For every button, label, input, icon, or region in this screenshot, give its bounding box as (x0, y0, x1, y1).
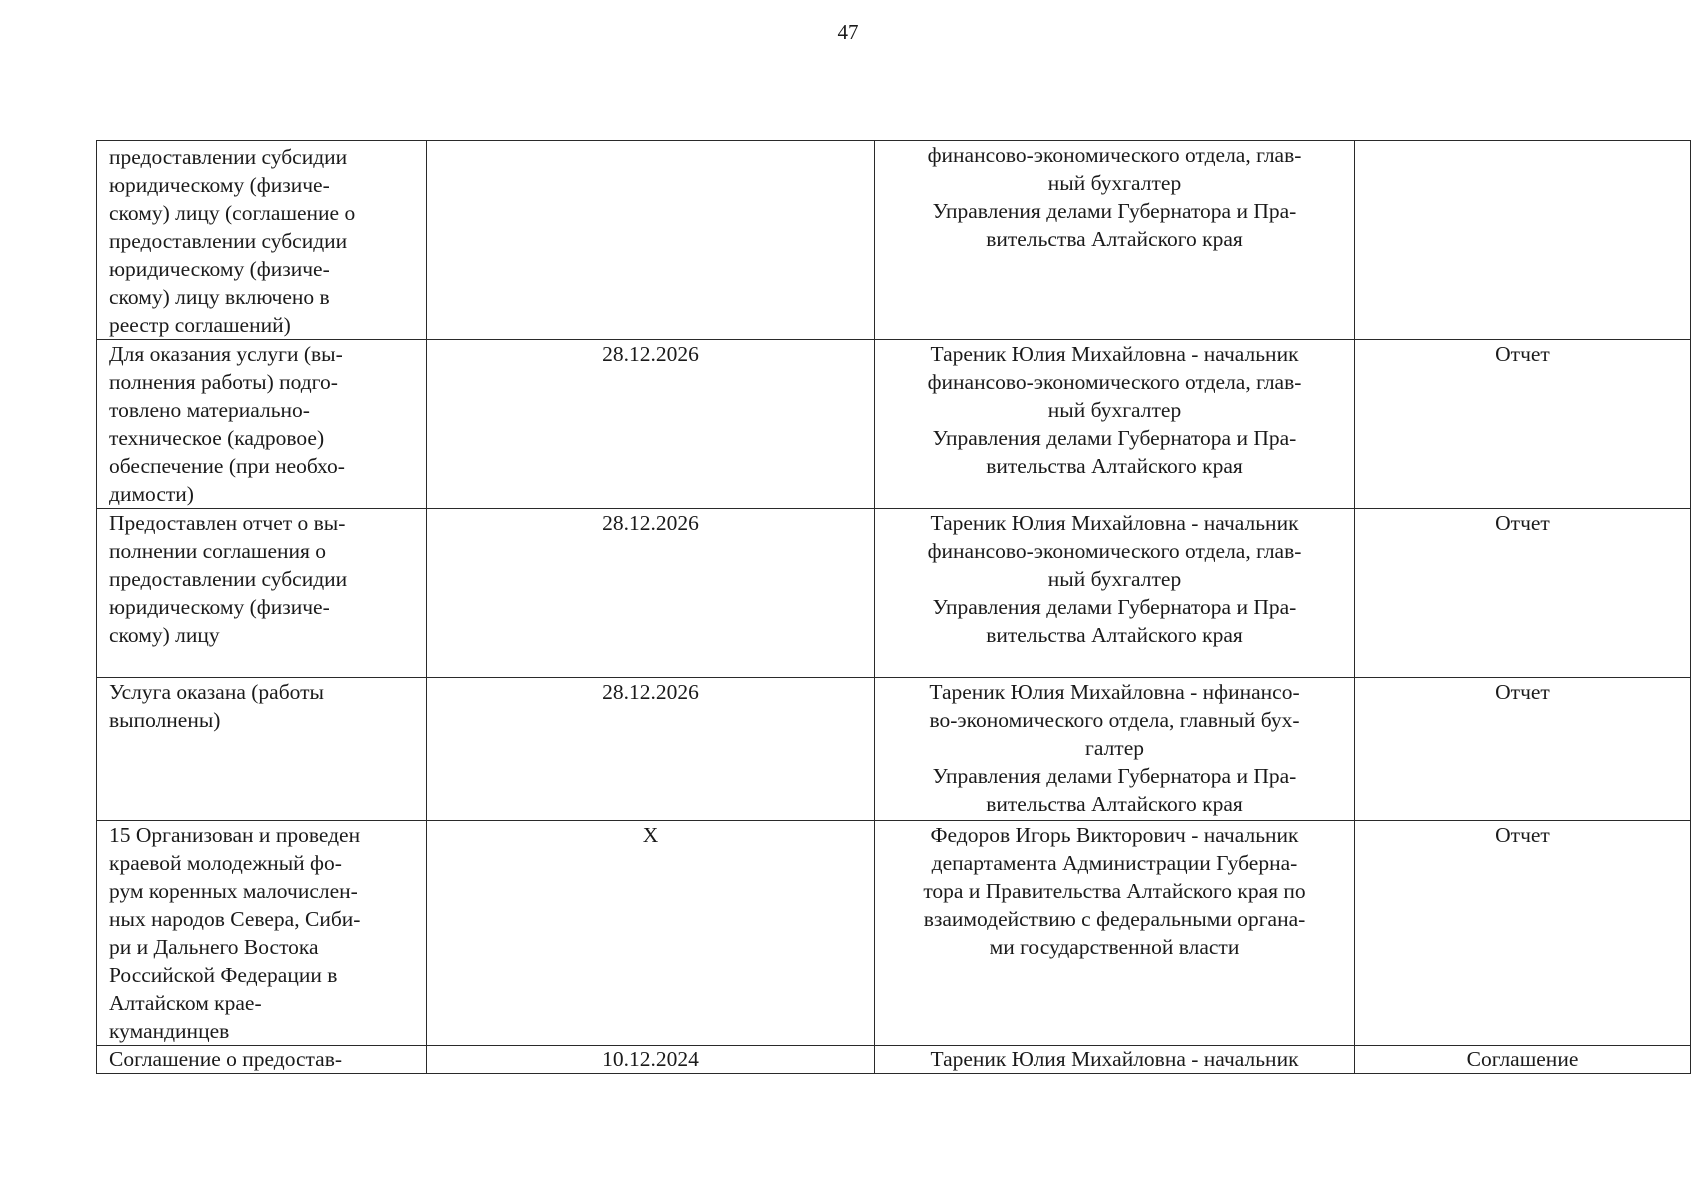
cell-text-line: Российской Федерации в (109, 963, 338, 987)
cell-text-line: Тареник Юлия Михайловна - нфинансо- (929, 680, 1300, 704)
document-type-cell: Соглашение (1355, 1046, 1691, 1074)
cell-text-line: Предоставлен отчет о вы- (109, 511, 346, 535)
table-row (97, 141, 1691, 340)
cell-text-line: димости) (109, 482, 194, 506)
document-type-cell: Отчет (1355, 509, 1691, 678)
document-type-cell (1355, 141, 1691, 340)
description-cell (97, 821, 427, 1046)
cell-text-line: юридическому (физиче- (109, 595, 330, 619)
cell-text-line: Для оказания услуги (вы- (109, 342, 343, 366)
cell-text-line: Тареник Юлия Михайловна - начальник (930, 511, 1299, 535)
cell-text-line: Тареник Юлия Михайловна - начальник (930, 342, 1299, 366)
responsible-cell (875, 509, 1355, 678)
cell-text-line: предоставлении субсидии (109, 229, 348, 253)
cell-text-line: Управления делами Губернатора и Пра- (932, 199, 1297, 223)
control-points-table (96, 140, 1691, 1074)
cell-text-line: Федоров Игорь Викторович - начальник (930, 823, 1299, 847)
cell-text-line: юридическому (физиче- (109, 257, 330, 281)
cell-text-line: товлено материально- (109, 398, 310, 422)
cell-text-line: скому) лицу (109, 623, 220, 647)
cell-text-line: во-экономического отдела, главный бух- (929, 708, 1300, 732)
cell-text-line: кумандинцев (109, 1019, 230, 1043)
cell-text-line: Услуга оказана (работы (109, 680, 324, 704)
cell-text-line: обеспечение (при необхо- (109, 454, 345, 478)
table-row (97, 340, 1691, 509)
cell-text-line: финансово-экономического отдела, глав- (927, 539, 1302, 563)
cell-text-line: полнения работы) подго- (109, 370, 338, 394)
responsible-cell (875, 141, 1355, 340)
page-number: 47 (837, 20, 859, 44)
cell-text-line: ный бухгалтер (1047, 171, 1182, 195)
table-row (97, 821, 1691, 1046)
date-cell (427, 141, 875, 340)
cell-text-line: предоставлении субсидии (109, 567, 348, 591)
cell-text-line: Алтайском крае- (109, 991, 262, 1015)
cell-text-line: взаимодействию с федеральными органа- (923, 907, 1306, 931)
cell-text-line: ри и Дальнего Востока (109, 935, 319, 959)
cell-text-line: ный бухгалтер (1047, 398, 1182, 422)
cell-text-line: финансово-экономического отдела, глав- (927, 143, 1302, 167)
responsible-cell (875, 340, 1355, 509)
cell-text-line: ный бухгалтер (1047, 567, 1182, 591)
date-cell: X (427, 821, 875, 1046)
document-type-cell: Отчет (1355, 821, 1691, 1046)
cell-text-line: реестр соглашений) (109, 313, 291, 337)
cell-text-line: Тареник Юлия Михайловна - начальник (930, 1047, 1299, 1071)
cell-text-line: рум коренных малочислен- (109, 879, 358, 903)
cell-text-line: предоставлении субсидии (109, 145, 348, 169)
description-cell (97, 678, 427, 821)
responsible-cell (875, 821, 1355, 1046)
description-cell (97, 509, 427, 678)
description-cell (97, 141, 427, 340)
date-cell: 28.12.2026 (427, 678, 875, 821)
date-cell: 10.12.2024 (427, 1046, 875, 1074)
table-row (97, 509, 1691, 678)
date-cell: 28.12.2026 (427, 340, 875, 509)
cell-text-line: вительства Алтайского края (986, 227, 1243, 251)
description-cell (97, 1046, 427, 1074)
cell-text-line: скому) лицу включено в (109, 285, 330, 309)
cell-text-line: краевой молодежный фо- (109, 851, 342, 875)
cell-text-line: Управления делами Губернатора и Пра- (932, 595, 1297, 619)
cell-text-line: тора и Правительства Алтайского края по (923, 879, 1306, 903)
responsible-cell (875, 678, 1355, 821)
cell-text-line: финансово-экономического отдела, глав- (927, 370, 1302, 394)
cell-text-line: 15 Организован и проведен (109, 823, 361, 847)
cell-text-line: вительства Алтайского края (986, 623, 1243, 647)
cell-text-line: Управления делами Губернатора и Пра- (932, 764, 1297, 788)
document-type-cell: Отчет (1355, 340, 1691, 509)
cell-text-line: Соглашение о предостав- (109, 1047, 343, 1071)
cell-text-line: выполнены) (109, 708, 221, 732)
cell-text-line: полнении соглашения о (109, 539, 327, 563)
responsible-cell (875, 1046, 1355, 1074)
cell-text-line: вительства Алтайского края (986, 454, 1243, 478)
document-type-cell: Отчет (1355, 678, 1691, 821)
cell-text-line: галтер (1085, 736, 1144, 760)
cell-text-line: юридическому (физиче- (109, 173, 330, 197)
cell-text-line: Управления делами Губернатора и Пра- (932, 426, 1297, 450)
cell-text-line: техническое (кадровое) (109, 426, 325, 450)
cell-text-line: департамента Администрации Губерна- (931, 851, 1298, 875)
date-cell: 28.12.2026 (427, 509, 875, 678)
description-cell (97, 340, 427, 509)
table-row (97, 678, 1691, 821)
cell-text-line: ми государственной власти (989, 935, 1240, 959)
table-row (97, 1046, 1691, 1074)
cell-text-line: ных народов Севера, Сиби- (109, 907, 361, 931)
cell-text-line: вительства Алтайского края (986, 792, 1243, 816)
cell-text-line: скому) лицу (соглашение о (109, 201, 356, 225)
table-body (97, 141, 1691, 1074)
